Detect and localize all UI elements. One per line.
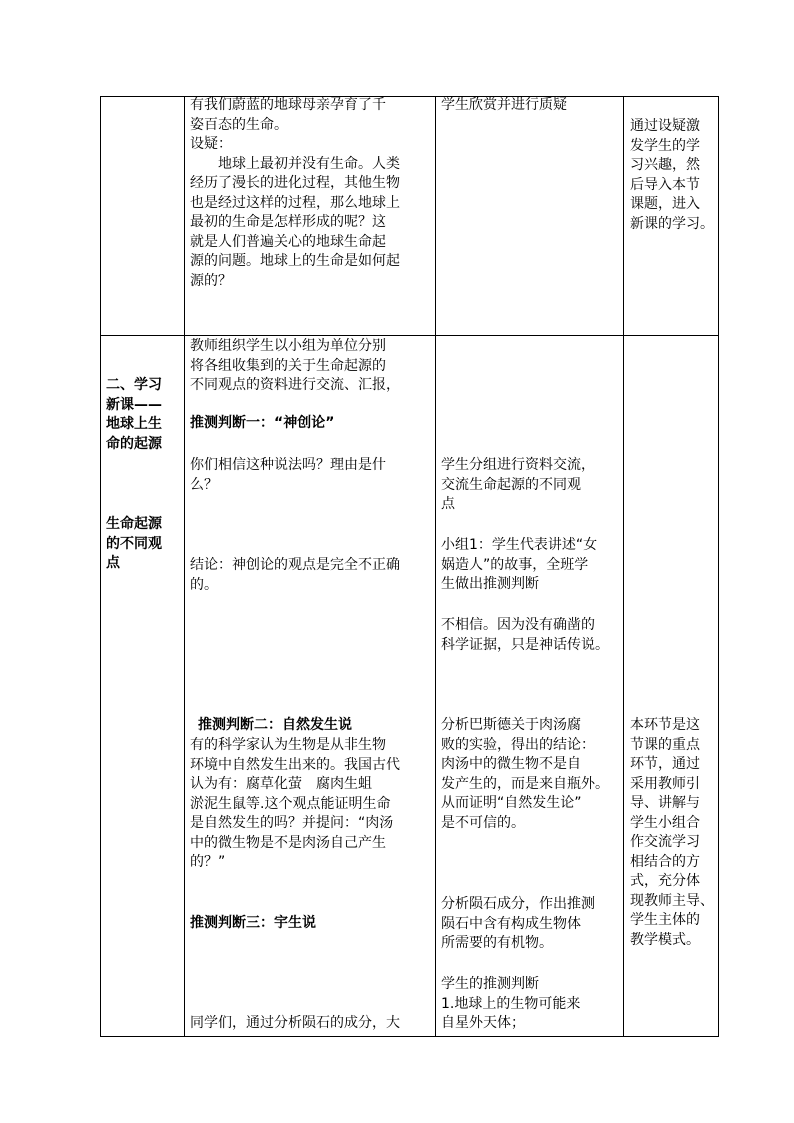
text-line: 设疑： — [190, 136, 232, 152]
text-line: 就是人们普遍关心的地球生命起 — [190, 233, 386, 250]
text-line: 同学们，通过分析陨石的成分，大 — [190, 1015, 400, 1031]
text-line: 淤泥生鼠等.这个观点能证明生命 — [190, 795, 391, 812]
text-line: 地球上最初并没有生命。人类 — [190, 155, 400, 172]
text-line: 不相信。因为没有确凿的 — [441, 617, 595, 633]
hypothesis-1-heading — [190, 414, 334, 434]
text-line: 推测判断一：“神创论” — [190, 415, 335, 431]
table-border-bottom — [100, 1036, 719, 1037]
text-line: 作交流学习 — [630, 834, 700, 850]
table-column-divider-1 — [184, 96, 185, 1037]
student-disbelief — [441, 616, 609, 655]
text-line: 有我们蔚蓝的地球母亲孕育了千 — [190, 97, 386, 113]
text-line: 结论：神创论的观点是完全不正确 — [190, 557, 400, 573]
text-line: 命的起源 — [106, 435, 162, 452]
text-line: 地球上生 — [106, 416, 162, 432]
text-line: 导、讲解与 — [630, 795, 700, 811]
hypothesis-1-conclusion — [190, 556, 400, 595]
group-1-story — [441, 536, 597, 595]
table-column-divider-2 — [435, 96, 436, 1037]
text-line: 二、学习 — [106, 377, 162, 393]
row2-design-intent — [630, 716, 714, 950]
text-line: 式，充分体 — [630, 873, 700, 889]
text-line: 后导入本节 — [630, 176, 700, 193]
text-line: 的。 — [190, 576, 218, 593]
text-line: 最初的生命是怎样形成的呢？这 — [190, 214, 386, 230]
text-line: 也是经过这样的过程，那么地球上 — [190, 194, 400, 211]
text-line: 源的问题。地球上的生命是如何起 — [190, 253, 400, 269]
text-line: 发产生的，而是来自瓶外。 — [441, 775, 609, 792]
table-border-left — [100, 96, 101, 1037]
text-line: 学生小组合 — [630, 814, 700, 831]
table-row-divider — [100, 335, 719, 336]
text-line: 通过设疑激 — [630, 118, 700, 134]
text-line: 姿百态的生命。 — [190, 116, 288, 133]
text-line: 自星外天体； — [441, 1015, 525, 1031]
text-line: 环境中自然发生出来的。我国古代 — [190, 756, 400, 773]
text-line: 本环节是这 — [630, 717, 700, 733]
text-line: 发学生的学 — [630, 137, 700, 154]
table-column-divider-3 — [623, 96, 624, 1037]
text-line: 生做出推测判断 — [441, 576, 539, 592]
hypothesis-2-heading — [198, 716, 352, 736]
text-line: 习兴趣，然 — [630, 157, 700, 173]
student-exchange — [441, 456, 595, 515]
text-line: 认为有：腐草化萤 腐肉生蛆 — [190, 776, 372, 792]
text-line: 交流生命起源的不同观 — [441, 476, 581, 493]
text-line: 推测判断二：自然发生说 — [198, 717, 352, 733]
text-line: 败的实验，得出的结论： — [441, 736, 595, 753]
text-line: 新课的学习。 — [630, 215, 714, 232]
row1-student-activity — [441, 96, 567, 116]
text-line: 学生欣赏并进行质疑 — [441, 97, 567, 113]
text-line: 你们相信这种说法吗？理由是什 — [190, 457, 386, 473]
text-line: 所需要的有机物。 — [441, 935, 553, 951]
row2-intro — [190, 337, 400, 396]
text-line: 小组1：学生代表讲述“女 — [441, 537, 598, 553]
text-line: 相结合的方 — [630, 853, 700, 870]
text-line: 课题，进入 — [630, 196, 700, 212]
text-line: 中的微生物是不是肉汤自己产生 — [190, 834, 386, 851]
text-line: 教学模式。 — [630, 931, 700, 948]
text-line: 从而证明“自然发生论” — [441, 795, 582, 811]
text-line: 是不可信的。 — [441, 814, 525, 831]
text-line: 点 — [441, 496, 455, 512]
text-line: 有的科学家认为生物是从非生物 — [190, 737, 386, 753]
text-line: 推测判断三：宇生说 — [190, 915, 316, 931]
table-border-right — [718, 96, 719, 1037]
text-line: 经历了漫长的进化过程，其他生物 — [190, 175, 400, 191]
text-line: 将各组收集到的关于生命起源的 — [190, 357, 386, 374]
text-line: 生命起源 — [106, 516, 162, 532]
text-line: 分析陨石成分，作出推测 — [441, 896, 595, 912]
pasteur-analysis — [441, 716, 609, 833]
text-line: 是自然发生的吗？并提问：“肉汤 — [190, 815, 394, 831]
text-line: 陨石中含有构成生物体 — [441, 915, 581, 932]
text-line: 的？” — [190, 854, 226, 870]
meteorite-analysis — [441, 895, 595, 954]
text-line: 节课的重点 — [630, 736, 700, 753]
hypothesis-2-text — [190, 736, 400, 873]
text-line: 点 — [106, 555, 120, 571]
text-line: 学生分组进行资料交流， — [441, 457, 595, 473]
text-line: 采用教师引 — [630, 775, 700, 792]
text-line: 环节，通过 — [630, 756, 700, 772]
text-line: 肉汤中的微生物不是自 — [441, 756, 581, 772]
text-line: 分析巴斯德关于肉汤腐 — [441, 717, 581, 733]
hypothesis-3-text — [190, 1014, 400, 1034]
text-line: 的不同观 — [106, 535, 162, 552]
text-line: 不同观点的资料进行交流、汇报， — [190, 377, 400, 393]
student-hypothesis — [441, 975, 580, 1034]
text-line: 现教师主导、 — [630, 892, 714, 909]
text-line: 教师组织学生以小组为单位分别 — [190, 338, 386, 354]
text-line: 1.地球上的生物可能来 — [441, 995, 581, 1012]
text-line: 娲造人”的故事，全班学 — [441, 556, 589, 573]
hypothesis-3-heading — [190, 914, 316, 934]
text-line: 学生主体的 — [630, 912, 700, 928]
text-line: 源的？ — [190, 272, 232, 289]
text-line: 么？ — [190, 476, 218, 493]
text-line: 新课—— — [106, 396, 162, 413]
row2-section-subtitle — [106, 515, 162, 574]
row1-design-intent — [630, 117, 714, 234]
text-line: 学生的推测判断 — [441, 976, 539, 992]
row2-section-title — [106, 376, 162, 454]
text-line: 科学证据，只是神话传说。 — [441, 636, 609, 653]
hypothesis-1-question — [190, 456, 386, 495]
row1-teacher-activity — [190, 96, 400, 291]
